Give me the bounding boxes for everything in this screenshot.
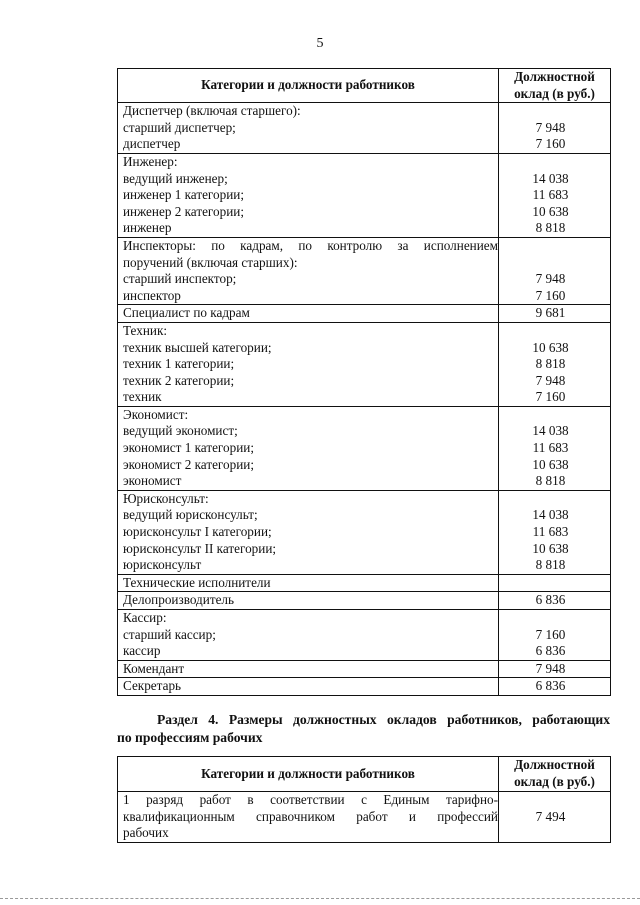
salary-value xyxy=(499,407,610,424)
category-line: старший инспектор; xyxy=(123,271,237,287)
salary-table-employees xyxy=(117,68,611,696)
salary-value: 10 638 xyxy=(532,339,569,355)
salary-value: 7 160 xyxy=(535,389,566,405)
category-line: техник xyxy=(123,389,162,405)
worker-salary-cell xyxy=(499,792,611,843)
category-line: Технические исполнители xyxy=(123,574,271,590)
salary-cell xyxy=(499,305,611,323)
category-line: юрисконсульт xyxy=(123,557,202,573)
salary-value: 11 683 xyxy=(532,524,569,540)
category-line: диспетчер xyxy=(123,136,181,152)
salary-value xyxy=(499,255,610,272)
category-line: техник 2 категории; xyxy=(123,372,235,388)
category-cell xyxy=(118,103,499,154)
category-cell xyxy=(118,574,499,592)
salary-value: 8 818 xyxy=(535,220,566,236)
header-salary xyxy=(499,69,611,103)
table-header-row xyxy=(118,69,611,103)
salary-cell xyxy=(499,153,611,237)
salary-cell xyxy=(499,237,611,304)
salary-value xyxy=(499,491,610,508)
cell-line: квалификационным справочником работ и профессий xyxy=(123,808,498,824)
category-line: Делопроизводитель xyxy=(123,592,235,608)
salary-value xyxy=(499,575,610,592)
category-line: Кассир: xyxy=(123,610,167,625)
salary-value: 14 038 xyxy=(532,170,569,186)
salary-value xyxy=(499,103,610,120)
category-line: инженер xyxy=(123,220,172,236)
table-row xyxy=(118,678,611,696)
salary-value: 8 818 xyxy=(535,557,566,573)
category-line: ведущий экономист; xyxy=(123,423,238,439)
table-row xyxy=(118,490,611,574)
salary-cell xyxy=(499,490,611,574)
category-line: инспектор xyxy=(123,287,181,303)
category-line: инженер 2 категории; xyxy=(123,203,244,219)
category-line: поручений (включая старших): xyxy=(123,254,298,270)
salary-value: 7 948 xyxy=(535,660,566,676)
section-4-line1: Раздел 4. Размеры должностных окладов работников, работающих xyxy=(157,712,610,727)
category-line: Секретарь xyxy=(123,678,182,694)
category-cell xyxy=(118,592,499,610)
salary-value xyxy=(499,323,610,340)
footer-divider xyxy=(0,898,640,899)
header-salary xyxy=(499,757,611,792)
table-row xyxy=(118,792,611,843)
category-line: Экономист: xyxy=(123,406,189,422)
salary-value: 7 948 xyxy=(535,271,566,287)
salary-value: 14 038 xyxy=(532,507,569,523)
salary-value: 7 948 xyxy=(535,119,566,135)
table-row xyxy=(118,103,611,154)
category-line: Юрисконсульт: xyxy=(123,490,209,506)
table-row xyxy=(118,322,611,406)
header-categories: Категории и должности работников xyxy=(118,69,499,103)
category-line: юрисконсульт II категории; xyxy=(123,540,277,556)
salary-cell xyxy=(499,103,611,154)
category-cell xyxy=(118,678,499,696)
salary-value: 10 638 xyxy=(532,203,569,219)
salary-value xyxy=(499,154,610,171)
category-line: кассир xyxy=(123,643,161,659)
section-4-heading xyxy=(117,711,610,747)
salary-cell xyxy=(499,592,611,610)
salary-value: 10 638 xyxy=(532,540,569,556)
category-line: Инженер: xyxy=(123,153,178,169)
salary-value: 7 160 xyxy=(535,287,566,303)
category-cell xyxy=(118,322,499,406)
category-line: экономист xyxy=(123,473,182,489)
category-cell xyxy=(118,237,499,304)
section-4-line2: по профессиям рабочих xyxy=(117,730,263,745)
category-line: инженер 1 категории; xyxy=(123,187,244,203)
salary-cell xyxy=(499,406,611,490)
category-cell xyxy=(118,660,499,678)
salary-value xyxy=(499,610,610,627)
category-cell xyxy=(118,490,499,574)
category-cell xyxy=(118,610,499,661)
salary-value: 11 683 xyxy=(532,440,569,456)
table-row xyxy=(118,660,611,678)
category-line: ведущий инженер; xyxy=(123,170,228,186)
page-number: 5 xyxy=(316,36,324,51)
category-line: Техник: xyxy=(123,322,168,338)
category-line: ведущий юрисконсульт; xyxy=(123,507,258,523)
salary-value: 11 683 xyxy=(532,187,569,203)
category-line: Инспекторы: по кадрам, по контролю за исполнением xyxy=(123,237,498,253)
category-cell xyxy=(118,153,499,237)
salary-value: 6 836 xyxy=(535,643,566,659)
header-salary-line1: Должностной xyxy=(514,69,595,84)
header-categories: Категории и должности работников xyxy=(118,757,499,792)
salary-value: 7 160 xyxy=(535,626,566,642)
header-salary-line2: оклад (в руб.) xyxy=(514,85,595,101)
category-line: старший диспетчер; xyxy=(123,119,236,135)
category-line: Диспетчер (включая старшего): xyxy=(123,103,301,119)
category-line: Специалист по кадрам xyxy=(123,305,250,321)
category-cell xyxy=(118,406,499,490)
table-row xyxy=(118,237,611,304)
header-salary-line1: Должностной xyxy=(514,757,595,773)
salary-value: 14 038 xyxy=(532,423,569,439)
salary-value: 7 160 xyxy=(535,136,566,152)
table-row xyxy=(118,610,611,661)
table-row xyxy=(118,153,611,237)
salary-value: 7 948 xyxy=(535,372,566,388)
category-line: юрисконсульт I категории; xyxy=(123,524,272,540)
salary-value xyxy=(499,238,610,255)
header-salary-line2: оклад (в руб.) xyxy=(514,774,595,789)
salary-cell xyxy=(499,322,611,406)
salary-cell xyxy=(499,574,611,592)
salary-cell xyxy=(499,660,611,678)
cell-line: рабочих xyxy=(123,825,169,841)
category-line: старший кассир; xyxy=(123,626,216,642)
salary-value: 7 494 xyxy=(535,808,566,824)
cell-line: 1 разряд работ в соответствии с Единым тарифно- xyxy=(123,792,498,807)
salary-table-workers xyxy=(117,756,611,843)
category-line: экономист 2 категории; xyxy=(123,456,254,472)
table-row xyxy=(118,592,611,610)
salary-value: 8 818 xyxy=(535,473,566,489)
worker-category-cell xyxy=(118,792,499,843)
category-line: Комендант xyxy=(123,660,185,676)
salary-value: 9 681 xyxy=(535,305,566,321)
salary-value: 10 638 xyxy=(532,456,569,472)
salary-value: 8 818 xyxy=(535,356,566,372)
table-body xyxy=(118,103,611,696)
table-row xyxy=(118,305,611,323)
category-cell xyxy=(118,305,499,323)
salary-cell xyxy=(499,610,611,661)
salary-cell xyxy=(499,678,611,696)
category-line: техник высшей категории; xyxy=(123,339,272,355)
salary-value: 6 836 xyxy=(535,678,566,694)
category-line: экономист 1 категории; xyxy=(123,440,254,456)
salary-value: 6 836 xyxy=(535,592,566,608)
category-line: техник 1 категории; xyxy=(123,356,235,372)
table-header-row xyxy=(118,757,611,792)
table-row xyxy=(118,406,611,490)
table-row xyxy=(118,574,611,592)
